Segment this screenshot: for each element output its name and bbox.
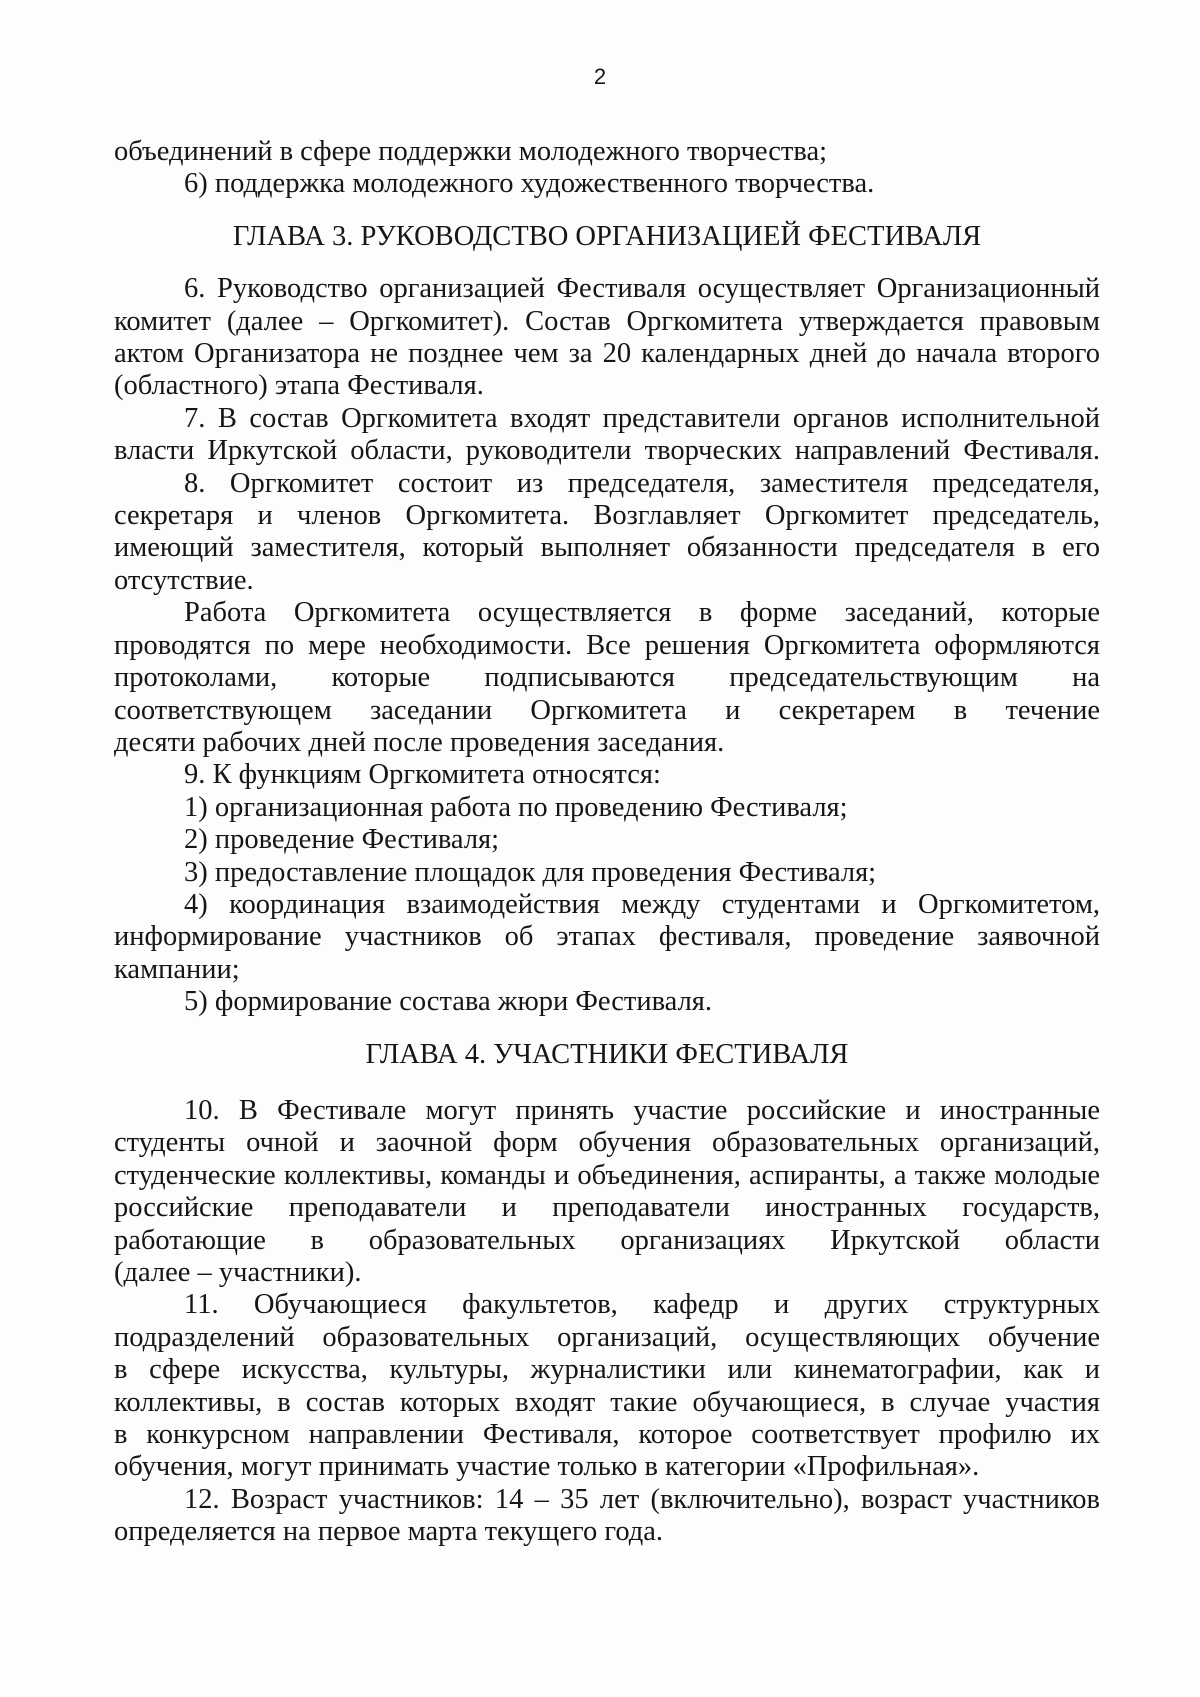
text-line: комитет (далее – Оргкомитет). Состав Оргкомитета утверждается правовым	[114, 305, 1100, 337]
text-line: студенческие коллективы, команды и объединения, аспиранты, а также молодые	[114, 1159, 1100, 1191]
text-line: (далее – участники).	[114, 1257, 362, 1288]
chapter-4-heading: ГЛАВА 4. УЧАСТНИКИ ФЕСТИВАЛЯ	[365, 1038, 849, 1070]
chapter-4-body	[114, 1095, 1100, 1549]
text-line: 9. К функциям Оргкомитета относятся:	[184, 759, 661, 791]
text-line: объединений в сфере поддержки молодежного творчества;	[114, 136, 828, 167]
text-line: студенты очной и заочной форм обучения образовательных организаций,	[114, 1127, 1100, 1159]
text-line: протоколами, которые подписываются председательствующим на	[114, 662, 1100, 694]
text-line: отсутствие.	[114, 564, 254, 596]
text-line: 10. В Фестивале могут принять участие российские и иностранные	[184, 1094, 1100, 1126]
text-line: соответствующем заседании Оргкомитета и секретарем в течение	[114, 694, 1100, 726]
text-line: актом Организатора не позднее чем за 20 календарных дней до начала второго	[114, 338, 1100, 370]
text-line: власти Иркутской области, руководители творческих направлений Фестиваля.	[114, 435, 1100, 467]
text-line: десяти рабочих дней после проведения заседания.	[114, 726, 725, 758]
text-line: 11. Обучающиеся факультетов, кафедр и других структурных	[184, 1289, 1100, 1321]
text-line: 7. В состав Оргкомитета входят представители органов исполнительной	[184, 402, 1100, 434]
page-number: 2	[593, 64, 607, 89]
text-line: (областного) этапа Фестиваля.	[114, 370, 484, 402]
text-line: Работа Оргкомитета осуществляется в форме заседаний, которые	[184, 597, 1100, 629]
text-line: коллективы, в состав которых входят такие обучающиеся, в случае участия	[114, 1386, 1100, 1418]
text-line: 2) проведение Фестиваля;	[184, 824, 500, 856]
text-line: 4) координация взаимодействия между студентами и Оргкомитетом,	[184, 888, 1100, 920]
text-line: определяется на первое марта текущего года.	[114, 1516, 664, 1548]
text-line: 3) предоставление площадок для проведения Фестиваля;	[184, 856, 877, 888]
text-line: 6. Руководство организацией Фестиваля осуществляет Организационный	[184, 273, 1100, 305]
text-line: российские преподаватели и преподаватели иностранных государств,	[114, 1192, 1100, 1224]
text-line: информирование участников об этапах фестиваля, проведение заявочной	[114, 921, 1100, 953]
chapter-3-body	[114, 273, 1100, 1018]
text-line: в конкурсном направлении Фестиваля, которое соответствует профилю их	[114, 1419, 1100, 1451]
text-line: имеющий заместителя, который выполняет обязанности председателя в его	[114, 532, 1100, 564]
text-line: 8. Оргкомитет состоит из председателя, заместителя председателя,	[184, 467, 1100, 499]
text-line: работающие в образовательных организациях Иркутской области	[114, 1224, 1100, 1256]
text-line: 12. Возраст участников: 14 – 35 лет (включительно), возраст участников	[184, 1483, 1100, 1515]
text-line: 5) формирование состава жюри Фестиваля.	[184, 986, 713, 1018]
paragraph-continuation	[114, 136, 1100, 201]
chapter-3-heading: ГЛАВА 3. РУКОВОДСТВО ОРГАНИЗАЦИЕЙ ФЕСТИВАЛЯ	[232, 220, 982, 252]
text-line: кампании;	[114, 953, 240, 985]
text-line: 1) организационная работа по проведению Фестиваля;	[184, 791, 848, 823]
text-line: обучения, могут принимать участие только в категории «Профильная».	[114, 1451, 980, 1483]
text-line: 6) поддержка молодежного художественного творчества.	[184, 168, 875, 200]
text-line: подразделений образовательных организаций, осуществляющих обучение	[114, 1321, 1100, 1353]
document-body	[114, 136, 1100, 1549]
text-line: в сфере искусства, культуры, журналистики или кинематографии, как и	[114, 1354, 1100, 1386]
text-line: проводятся по мере необходимости. Все решения Оргкомитета оформляются	[114, 629, 1100, 661]
text-line: секретаря и членов Оргкомитета. Возглавляет Оргкомитет председатель,	[114, 500, 1100, 532]
